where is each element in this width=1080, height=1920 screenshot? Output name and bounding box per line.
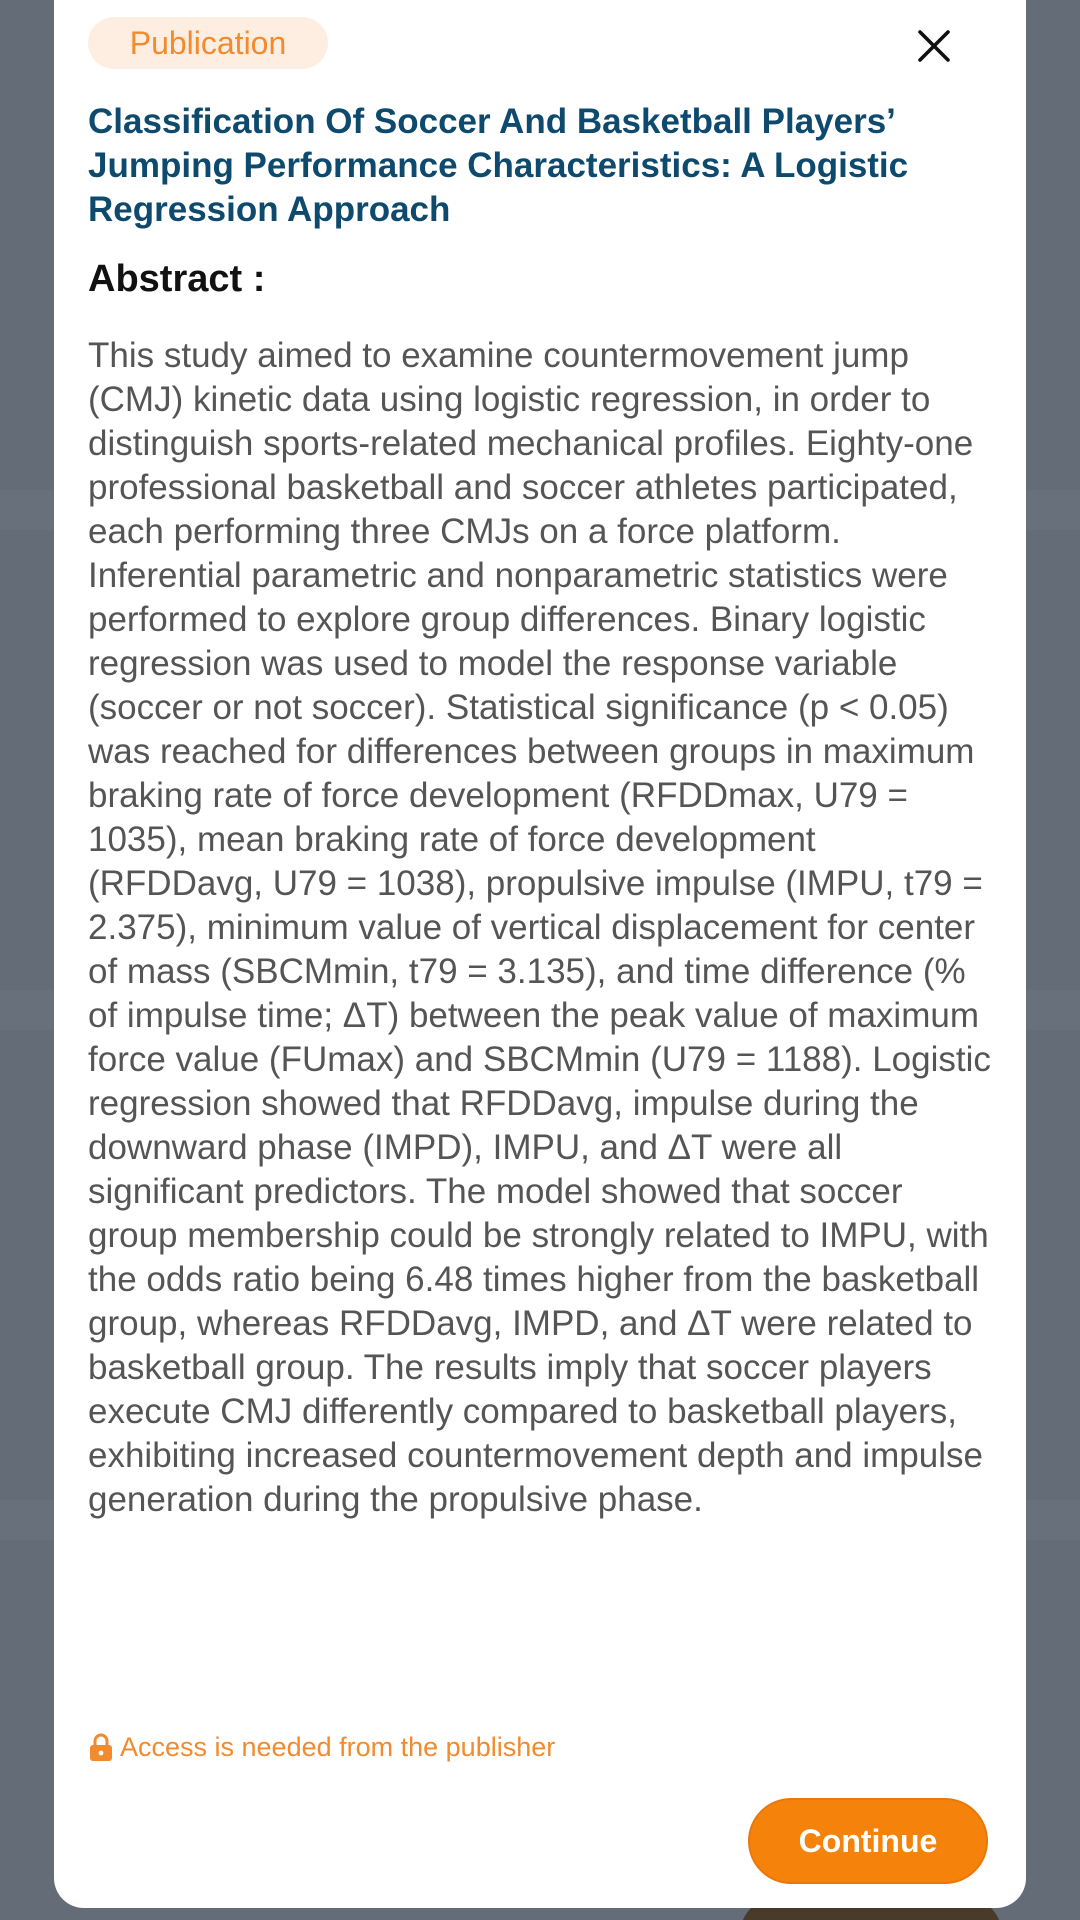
publication-title: Classification Of Soccer And Basketball Players’ Jumping Performance Characteristics: A Logistic Regression Approach <box>88 102 909 229</box>
publication-badge: Publication <box>88 17 328 69</box>
access-text: Access is needed from the publisher <box>120 1732 556 1762</box>
continue-button[interactable]: Continue <box>748 1798 988 1884</box>
abstract-text: This study aimed to examine countermovement jump (CMJ) kinetic data using logistic regression, in order to distinguish sports-related mechanical profiles. Eighty-one professional basketball and soccer athletes participated, each performing three CMJs on a force platform. Inferential parametric and nonparametric statistics were performed to explore group differences. Binary logistic regression was used to model the response variable (soccer or not soccer). Statistical significance (p < 0.05) was reached for differences between groups in maximum braking rate of force development (RFDDmax, U79 = 1035), mean braking rate of force development (RFDDavg, U79 = 1038), propulsive impulse (IMPU, t79 = 2.375), minimum value of vertical displacement for center of mass (SBCMmin, t79 = 3.135), and time difference (% of impulse time; ΔT) between the peak value of maximum force value (FUmax) and SBCMmin (U79 = 1188). Logistic regression showed that RFDDavg, impulse during the downward phase (IMPD), IMPU, and ΔT were all significant predictors. The model showed that soccer group membership could be strongly related to IMPU, with the odds ratio being 6.48 times higher from the basketball group, whereas RFDDavg, IMPD, and ΔT were related to basketball group. The results imply that soccer players execute CMJ differently compared to basketball players, exhibiting increased countermovement depth and impulse generation during the propulsive phase. <box>88 336 991 1519</box>
close-icon <box>917 29 951 63</box>
access-notice <box>88 1730 555 1764</box>
lock-icon <box>88 1732 114 1762</box>
abstract-label: Abstract : <box>88 258 266 300</box>
close-button[interactable] <box>908 20 960 72</box>
publication-modal <box>54 0 1026 1908</box>
